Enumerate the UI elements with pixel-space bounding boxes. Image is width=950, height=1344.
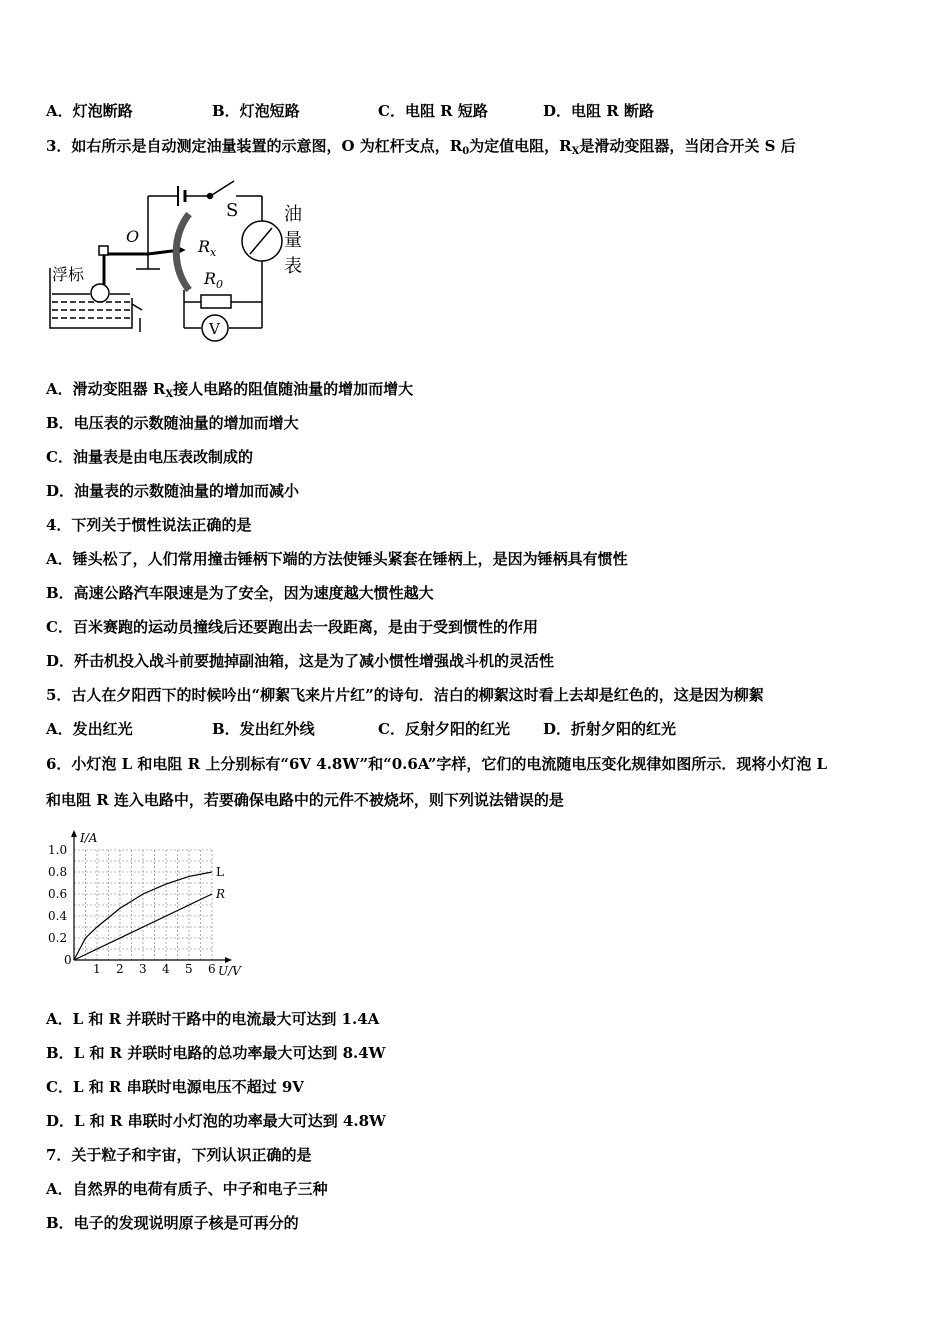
iv-curve-chart <box>46 824 266 976</box>
y-axis-label: I/A <box>80 831 98 845</box>
q3-option-b: B．电压表的示数随油量的增加而增大 <box>46 414 299 432</box>
q3-option-d: D．油量表的示数随油量的增加而减小 <box>46 482 300 500</box>
q4-stem: 4．下列关于惯性说法正确的是 <box>46 516 252 534</box>
y-tick-label: 1.0 <box>48 843 68 857</box>
q6-stem-line-2: 和电阻 R 连入电路中，若要确保电路中的元件不被烧坏，则下列说法错误的是 <box>46 791 564 809</box>
x-tick-label: 5 <box>185 962 193 976</box>
oil-meter-label-2: 量 <box>284 230 302 251</box>
oil-meter-label-3: 表 <box>284 256 302 277</box>
q2-option-a: A．灯泡断路 <box>46 102 133 120</box>
q5-option-a: A．发出红光 <box>46 720 133 738</box>
series-label-R: R <box>216 887 226 901</box>
y-tick-label: 0.4 <box>48 909 68 923</box>
x-tick-label: 4 <box>162 962 170 976</box>
q2-option-d: D．电阻 R 断路 <box>543 102 654 120</box>
origin-label: 0 <box>64 953 72 967</box>
q6-option-a: A．L 和 R 并联时干路中的电流最大可达到 1.4A <box>46 1010 380 1028</box>
oil-meter-label-1: 油 <box>284 204 302 225</box>
pivot-label: O <box>126 227 140 246</box>
q3-option-c: C．油量表是由电压表改制成的 <box>46 448 253 466</box>
x-tick-label: 6 <box>208 962 216 976</box>
q6-option-c: C．L 和 R 串联时电源电压不超过 9V <box>46 1078 304 1096</box>
q2-option-c: C．电阻 R 短路 <box>378 102 488 120</box>
q6-option-d: D．L 和 R 串联时小灯泡的功率最大可达到 4.8W <box>46 1112 386 1130</box>
y-axis-arrow <box>71 830 77 837</box>
q6-option-b: B．L 和 R 并联时电路的总功率最大可达到 8.4W <box>46 1044 386 1062</box>
q7-option-b: B．电子的发现说明原子核是可再分的 <box>46 1214 299 1232</box>
rx-label: $R_x$ <box>198 237 217 259</box>
switch-label: S <box>226 200 239 221</box>
q5-stem: 5．古人在夕阳西下的时候吟出“柳絮飞来片片红”的诗句．洁白的柳絮这时看上去却是红色的，这是因为柳絮 <box>46 686 764 704</box>
q5-option-c: C．反射夕阳的红光 <box>378 720 510 738</box>
q4-option-b: B．高速公路汽车限速是为了安全，因为速度越大惯性越大 <box>46 584 434 602</box>
voltmeter-label: V <box>209 320 220 338</box>
x-tick-label: 2 <box>116 962 124 976</box>
y-tick-label: 0.2 <box>48 931 68 945</box>
q2-option-b: B．灯泡短路 <box>212 102 300 120</box>
q7-stem: 7．关于粒子和宇宙，下列认识正确的是 <box>46 1146 312 1164</box>
x-axis-arrow <box>225 957 232 963</box>
q4-option-d: D．歼击机投入战斗前要抛掉副油箱，这是为了减小惯性增强战斗机的灵活性 <box>46 652 555 670</box>
series-label-L: L <box>216 865 224 879</box>
q5-option-b: B．发出红外线 <box>212 720 315 738</box>
q3-option-a: A．滑动变阻器 $R_X$接人电路的阻值随油量的增加而增大 <box>46 380 414 400</box>
float-label: 浮标 <box>52 265 85 284</box>
x-tick-label: 3 <box>139 962 147 976</box>
q6-stem-line-1: 6．小灯泡 L 和电阻 R 上分别标有“6V 4.8W”和“0.6A”字样，它们的电流随电压变化规律如图所示．现将小灯泡 L <box>46 755 828 773</box>
y-tick-label: 0.8 <box>48 865 68 879</box>
q4-option-a: A．锤头松了，人们常用撞击锤柄下端的方法使锤头紧套在锤柄上，是因为锤柄具有惯性 <box>46 550 628 568</box>
q4-option-c: C．百米赛跑的运动员撞线后还要跑出去一段距离，是由于受到惯性的作用 <box>46 618 538 636</box>
oil-gauge-circuit-figure <box>44 176 324 354</box>
r0-label: $R_0$ <box>204 269 224 291</box>
y-tick-label: 0.6 <box>48 887 68 901</box>
q5-option-d: D．折射夕阳的红光 <box>543 720 677 738</box>
x-tick-label: 1 <box>93 962 101 976</box>
q7-option-a: A．自然界的电荷有质子、中子和电子三种 <box>46 1180 328 1198</box>
q3-stem: 3．如右所示是自动测定油量装置的示意图，O 为杠杆支点，$R_0$为定值电阻，$R_X$是滑动变阻器，当闭合开关 S 后 <box>46 137 796 157</box>
x-axis-label: U/V <box>218 964 241 976</box>
